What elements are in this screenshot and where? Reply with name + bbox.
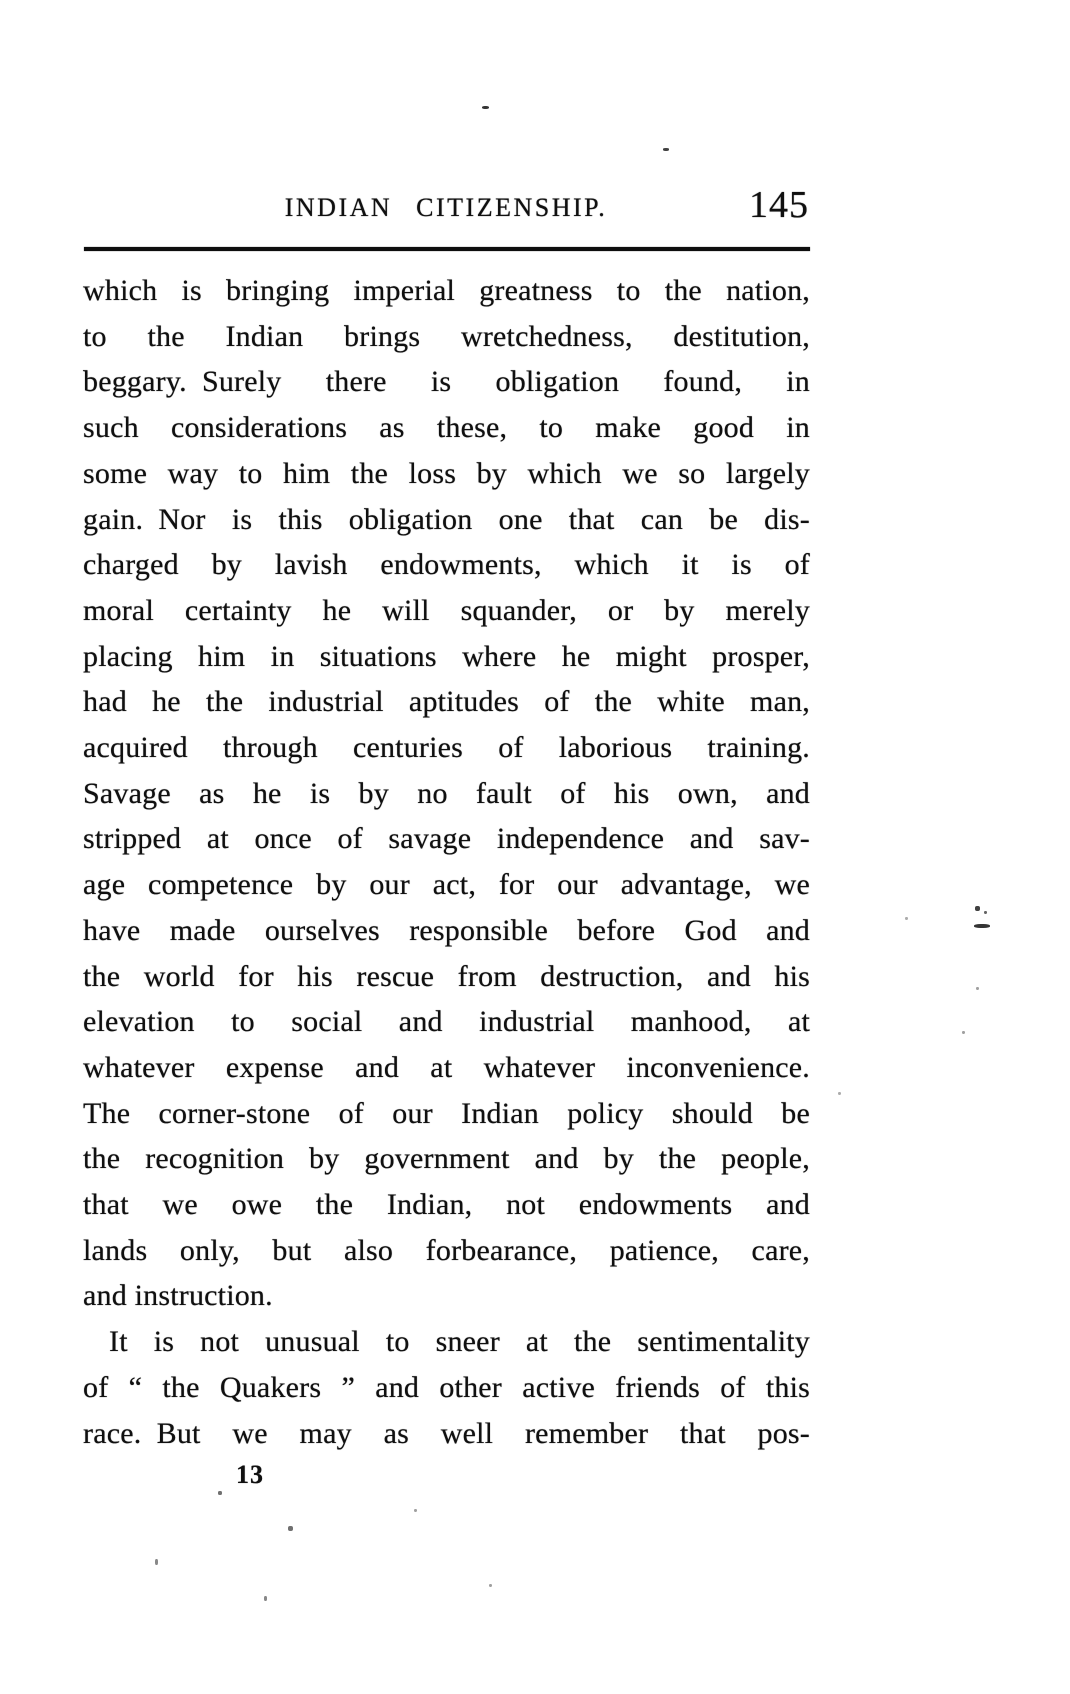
text-line: such considerations as these, to make good in xyxy=(83,411,810,445)
text-line: It is not unusual to sneer at the sentimentality xyxy=(109,1325,810,1359)
text-line: to the Indian brings wretchedness, destitution, xyxy=(83,319,810,353)
text-line: stripped at once of savage independence and sav- xyxy=(83,822,810,856)
ink-speck xyxy=(218,1491,222,1495)
ink-speck xyxy=(974,924,990,928)
body-text xyxy=(83,268,810,1456)
text-line: moral certainty he will squander, or by merely xyxy=(83,593,810,627)
ink-speck xyxy=(414,1509,417,1512)
page-title: INDIAN CITIZENSHIP. xyxy=(284,193,608,222)
text-line: the world for his rescue from destruction, and his xyxy=(83,959,810,993)
ink-speck xyxy=(838,1092,841,1095)
text-line: of “ the Quakers ” and other active friends of this xyxy=(83,1370,810,1404)
text-line: race. But we may as well remember that pos- xyxy=(83,1416,810,1450)
text-line: which is bringing imperial greatness to the nation, xyxy=(83,274,810,307)
ink-speck xyxy=(155,1559,158,1565)
text-line: have made ourselves responsible before God and xyxy=(83,913,810,947)
ink-speck xyxy=(962,1031,965,1034)
ink-speck xyxy=(976,987,979,990)
text-line: gain. Nor is this obligation one that can be dis- xyxy=(83,502,810,536)
page-number: 145 xyxy=(749,184,809,226)
text-line: elevation to social and industrial manhood, at xyxy=(83,1005,810,1039)
signature-mark: 13 xyxy=(236,1460,264,1489)
text-line: some way to him the loss by which we so largely xyxy=(83,456,810,490)
text-line: that we owe the Indian, not endowments and xyxy=(83,1188,810,1222)
text-line: acquired through centuries of laborious training. xyxy=(83,731,810,765)
text-line: age competence by our act, for our advantage, we xyxy=(83,868,810,902)
ink-speck xyxy=(975,906,980,911)
text-line: charged by lavish endowments, which it is of xyxy=(83,548,810,582)
text-line: placing him in situations where he might prosper, xyxy=(83,639,810,673)
ink-speck xyxy=(288,1526,293,1531)
text-line: The corner-stone of our Indian policy should be xyxy=(83,1096,810,1130)
text-line: and instruction. xyxy=(83,1279,273,1313)
ink-speck xyxy=(482,106,489,109)
text-line: the recognition by government and by the people, xyxy=(83,1142,810,1176)
text-line: whatever expense and at whatever inconvenience. xyxy=(83,1050,810,1084)
ink-speck xyxy=(984,911,987,914)
ink-speck xyxy=(663,148,669,151)
header-rule xyxy=(84,247,810,251)
text-line: beggary. Surely there is obligation found, in xyxy=(83,365,810,399)
ink-speck xyxy=(264,1596,267,1601)
ink-speck xyxy=(905,917,908,920)
text-line: lands only, but also forbearance, patience, care, xyxy=(83,1233,810,1267)
running-head xyxy=(83,0,809,240)
ink-speck xyxy=(489,1584,492,1587)
text-line: had he the industrial aptitudes of the white man, xyxy=(83,685,810,719)
text-line: Savage as he is by no fault of his own, and xyxy=(83,776,810,810)
